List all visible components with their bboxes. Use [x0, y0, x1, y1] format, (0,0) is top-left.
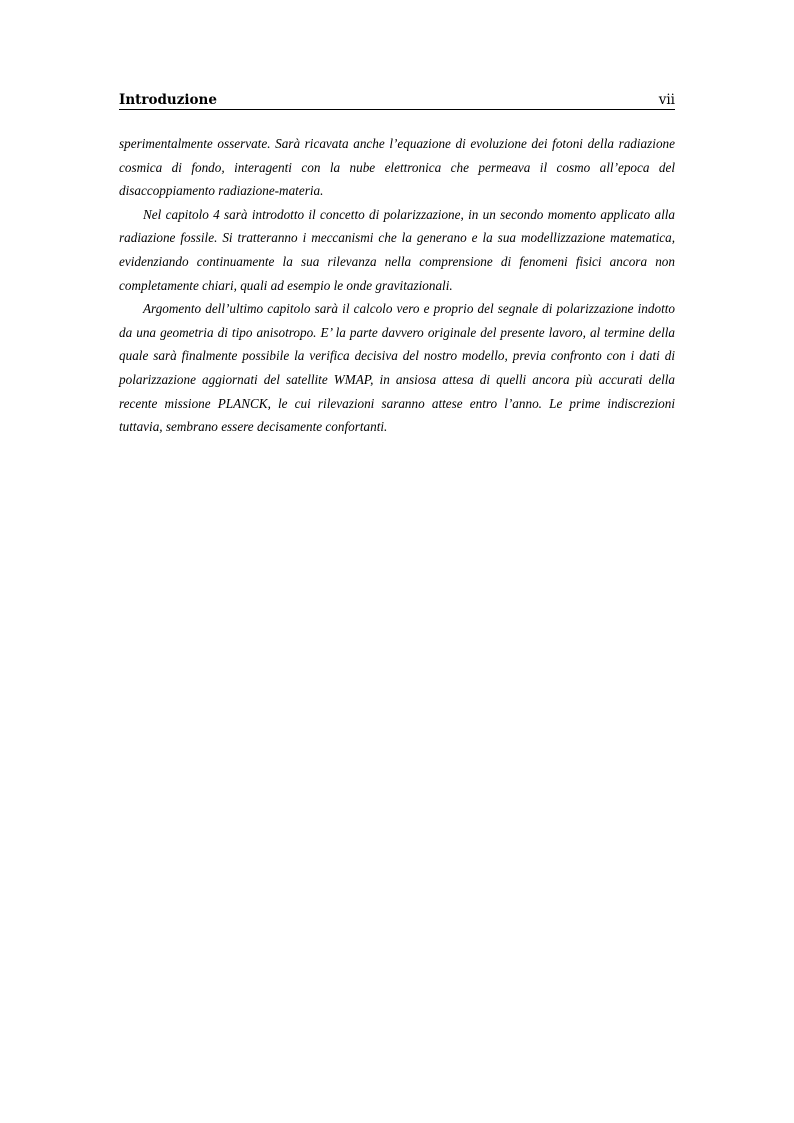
- paragraph-last-chapter: Argomento dell’ultimo capitolo sarà il calcolo vero e proprio del segnale di polarizzazione indotto da una geometria di tipo anisotropo. E’ la parte davvero originale del presente lavoro, al termine della quale sarà finalmente possibile la verifica decisiva del nostro modello, previa confronto con i dati di polarizzazione aggiornati del satellite WMAP, in ansiosa attesa di quelli ancora più accurati della recente missione PLANCK, le cui rilevazioni saranno attese entro l’anno. Le prime indiscrezioni tuttavia, sembrano essere decisamente confortanti.: [119, 301, 675, 435]
- running-header: [119, 90, 675, 110]
- header-title: Introduzione: [119, 92, 217, 108]
- paragraph-chapter-4: Nel capitolo 4 sarà introdotto il concetto di polarizzazione, in un secondo momento applicato alla radiazione fossile. Si tratteranno i meccanismi che la generano e la sua modellizzazione matematica, evidenziando continuamente la sua rilevanza nella comprensione di fenomeni fisici ancora non completamente chiari, quali ad esempio le onde gravitazionali.: [119, 206, 675, 293]
- page-number: vii: [658, 92, 675, 108]
- body-text: [119, 132, 675, 439]
- paragraph-continuation: sperimentalmente osservate. Sarà ricavata anche l’equazione di evoluzione dei fotoni della radiazione cosmica di fondo, interagenti con la nube elettronica che permeava il cosmo all’epoca del disaccoppiamento radiazione-materia.: [119, 136, 675, 199]
